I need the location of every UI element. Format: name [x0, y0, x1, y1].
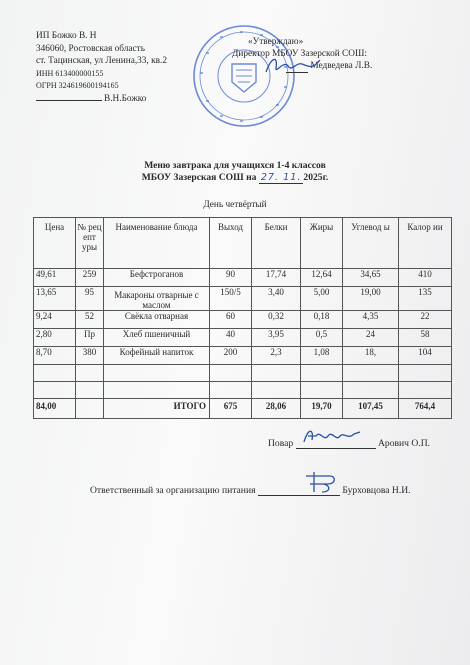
- table-header-row: [34, 218, 452, 269]
- table-row-empty: [34, 365, 452, 382]
- supplier-address-2: ст. Тацинская, ул Ленина,33, кв.2: [36, 56, 167, 67]
- table-row: [34, 329, 452, 347]
- responsible-label: Ответственный за организацию питания: [90, 485, 256, 496]
- cell-fats: 5,00: [301, 287, 343, 311]
- responsible-name: Бурховцова Н.И.: [342, 485, 411, 496]
- cell-proteins: 0,32: [252, 311, 301, 329]
- table-row: [34, 347, 452, 365]
- col-header-dish-name: Наименование блюда: [104, 218, 210, 269]
- cell-recipe: 95: [76, 287, 104, 311]
- col-header-portion: Выход: [210, 218, 252, 269]
- menu-year: 2025г.: [303, 172, 329, 183]
- supplier-ogrn: ОГРН 324619600194165: [36, 81, 119, 91]
- cell-calories: 58: [399, 329, 452, 347]
- total-label: ИТОГО: [104, 399, 210, 419]
- menu-title-line-2: [0, 172, 470, 184]
- total-fats: 19,70: [301, 399, 343, 419]
- cell-portion: 90: [210, 269, 252, 287]
- cell-dish: Кофейный напиток: [104, 347, 210, 365]
- supplier-header: [36, 30, 167, 106]
- cell-dish: Свёкла отварная: [104, 311, 210, 329]
- menu-day: День четвёртый: [203, 200, 267, 210]
- supplier-inn: ИНН 613400000155: [36, 68, 104, 78]
- col-header-fats: Жиры: [301, 218, 343, 269]
- cell-carbs: 34,65: [343, 269, 399, 287]
- cell-carbs: 19,00: [343, 287, 399, 311]
- total-carbs: 107,45: [343, 399, 399, 419]
- cell-portion: 60: [210, 311, 252, 329]
- cell-price: 49,61: [34, 269, 76, 287]
- director-signature: [262, 52, 324, 78]
- supplier-signature-line: [36, 93, 167, 106]
- cell-portion: 150/5: [210, 287, 252, 311]
- cell-portion: 200: [210, 347, 252, 365]
- cell-proteins: 2,3: [252, 347, 301, 365]
- table-total-row: [34, 399, 452, 419]
- cell-price: 13,65: [34, 287, 76, 311]
- cell-calories: 410: [399, 269, 452, 287]
- menu-title-school: МБОУ Зазерская СОШ на: [141, 172, 257, 183]
- cell-proteins: 17,74: [252, 269, 301, 287]
- cell-fats: 1,08: [301, 347, 343, 365]
- cell-calories: 135: [399, 287, 452, 311]
- total-proteins: 28,06: [252, 399, 301, 419]
- table-row: [34, 269, 452, 287]
- menu-table: [33, 217, 452, 419]
- cell-proteins: 3,40: [252, 287, 301, 311]
- total-calories: 764,4: [399, 399, 452, 419]
- cell-proteins: 3,95: [252, 329, 301, 347]
- menu-title-line-1: Меню завтрака для учащихся 1-4 классов: [144, 160, 326, 171]
- approval-position: Директор МБОУ Зазерской СОШ:: [232, 49, 367, 60]
- menu-date-handwritten: 27. 11.: [260, 172, 302, 183]
- cell-portion: 40: [210, 329, 252, 347]
- cell-fats: 12,64: [301, 269, 343, 287]
- cell-recipe: 380: [76, 347, 104, 365]
- col-header-carbs: Углевод ы: [343, 218, 399, 269]
- supplier-signer: В.Н.Божко: [104, 93, 147, 104]
- cell-calories: 22: [399, 311, 452, 329]
- director-name: Медведева Л.В.: [310, 61, 373, 72]
- cook-label: Повар: [268, 438, 294, 449]
- table-row: [34, 287, 452, 311]
- supplier-address-1: 346060, Ростовская область: [36, 43, 145, 54]
- total-price: 84,00: [34, 399, 76, 419]
- col-header-proteins: Белки: [252, 218, 301, 269]
- col-header-recipe-no: № рец епт уры: [76, 218, 104, 269]
- supplier-name: ИП Божко В. Н: [36, 31, 97, 41]
- cell-carbs: 4,35: [343, 311, 399, 329]
- approval-title: «Утверждаю»: [248, 37, 304, 47]
- responsible-signature: [300, 470, 340, 496]
- total-portion: 675: [210, 399, 252, 419]
- responsible-signature-line: [90, 485, 411, 496]
- cell-recipe: 259: [76, 269, 104, 287]
- cell-fats: 0,18: [301, 311, 343, 329]
- cell-recipe: 52: [76, 311, 104, 329]
- cook-name: Арович О.П.: [378, 438, 431, 449]
- cell-price: 9,24: [34, 311, 76, 329]
- cell-price: 8,70: [34, 347, 76, 365]
- cell-dish: Хлеб пшеничный: [104, 329, 210, 347]
- table-row-empty: [34, 382, 452, 399]
- total-recipe: [76, 399, 104, 419]
- cell-fats: 0,5: [301, 329, 343, 347]
- table-row: [34, 311, 452, 329]
- cell-carbs: 18,: [343, 347, 399, 365]
- cell-calories: 104: [399, 347, 452, 365]
- cook-signature: [300, 426, 364, 448]
- cell-dish: Бефстроганов: [104, 269, 210, 287]
- col-header-price: Цена: [34, 218, 76, 269]
- col-header-calories: Калор ии: [399, 218, 452, 269]
- cell-price: 2,80: [34, 329, 76, 347]
- cell-carbs: 24: [343, 329, 399, 347]
- cell-dish: Макароны отварные с маслом: [104, 287, 210, 311]
- cell-recipe: Пр: [76, 329, 104, 347]
